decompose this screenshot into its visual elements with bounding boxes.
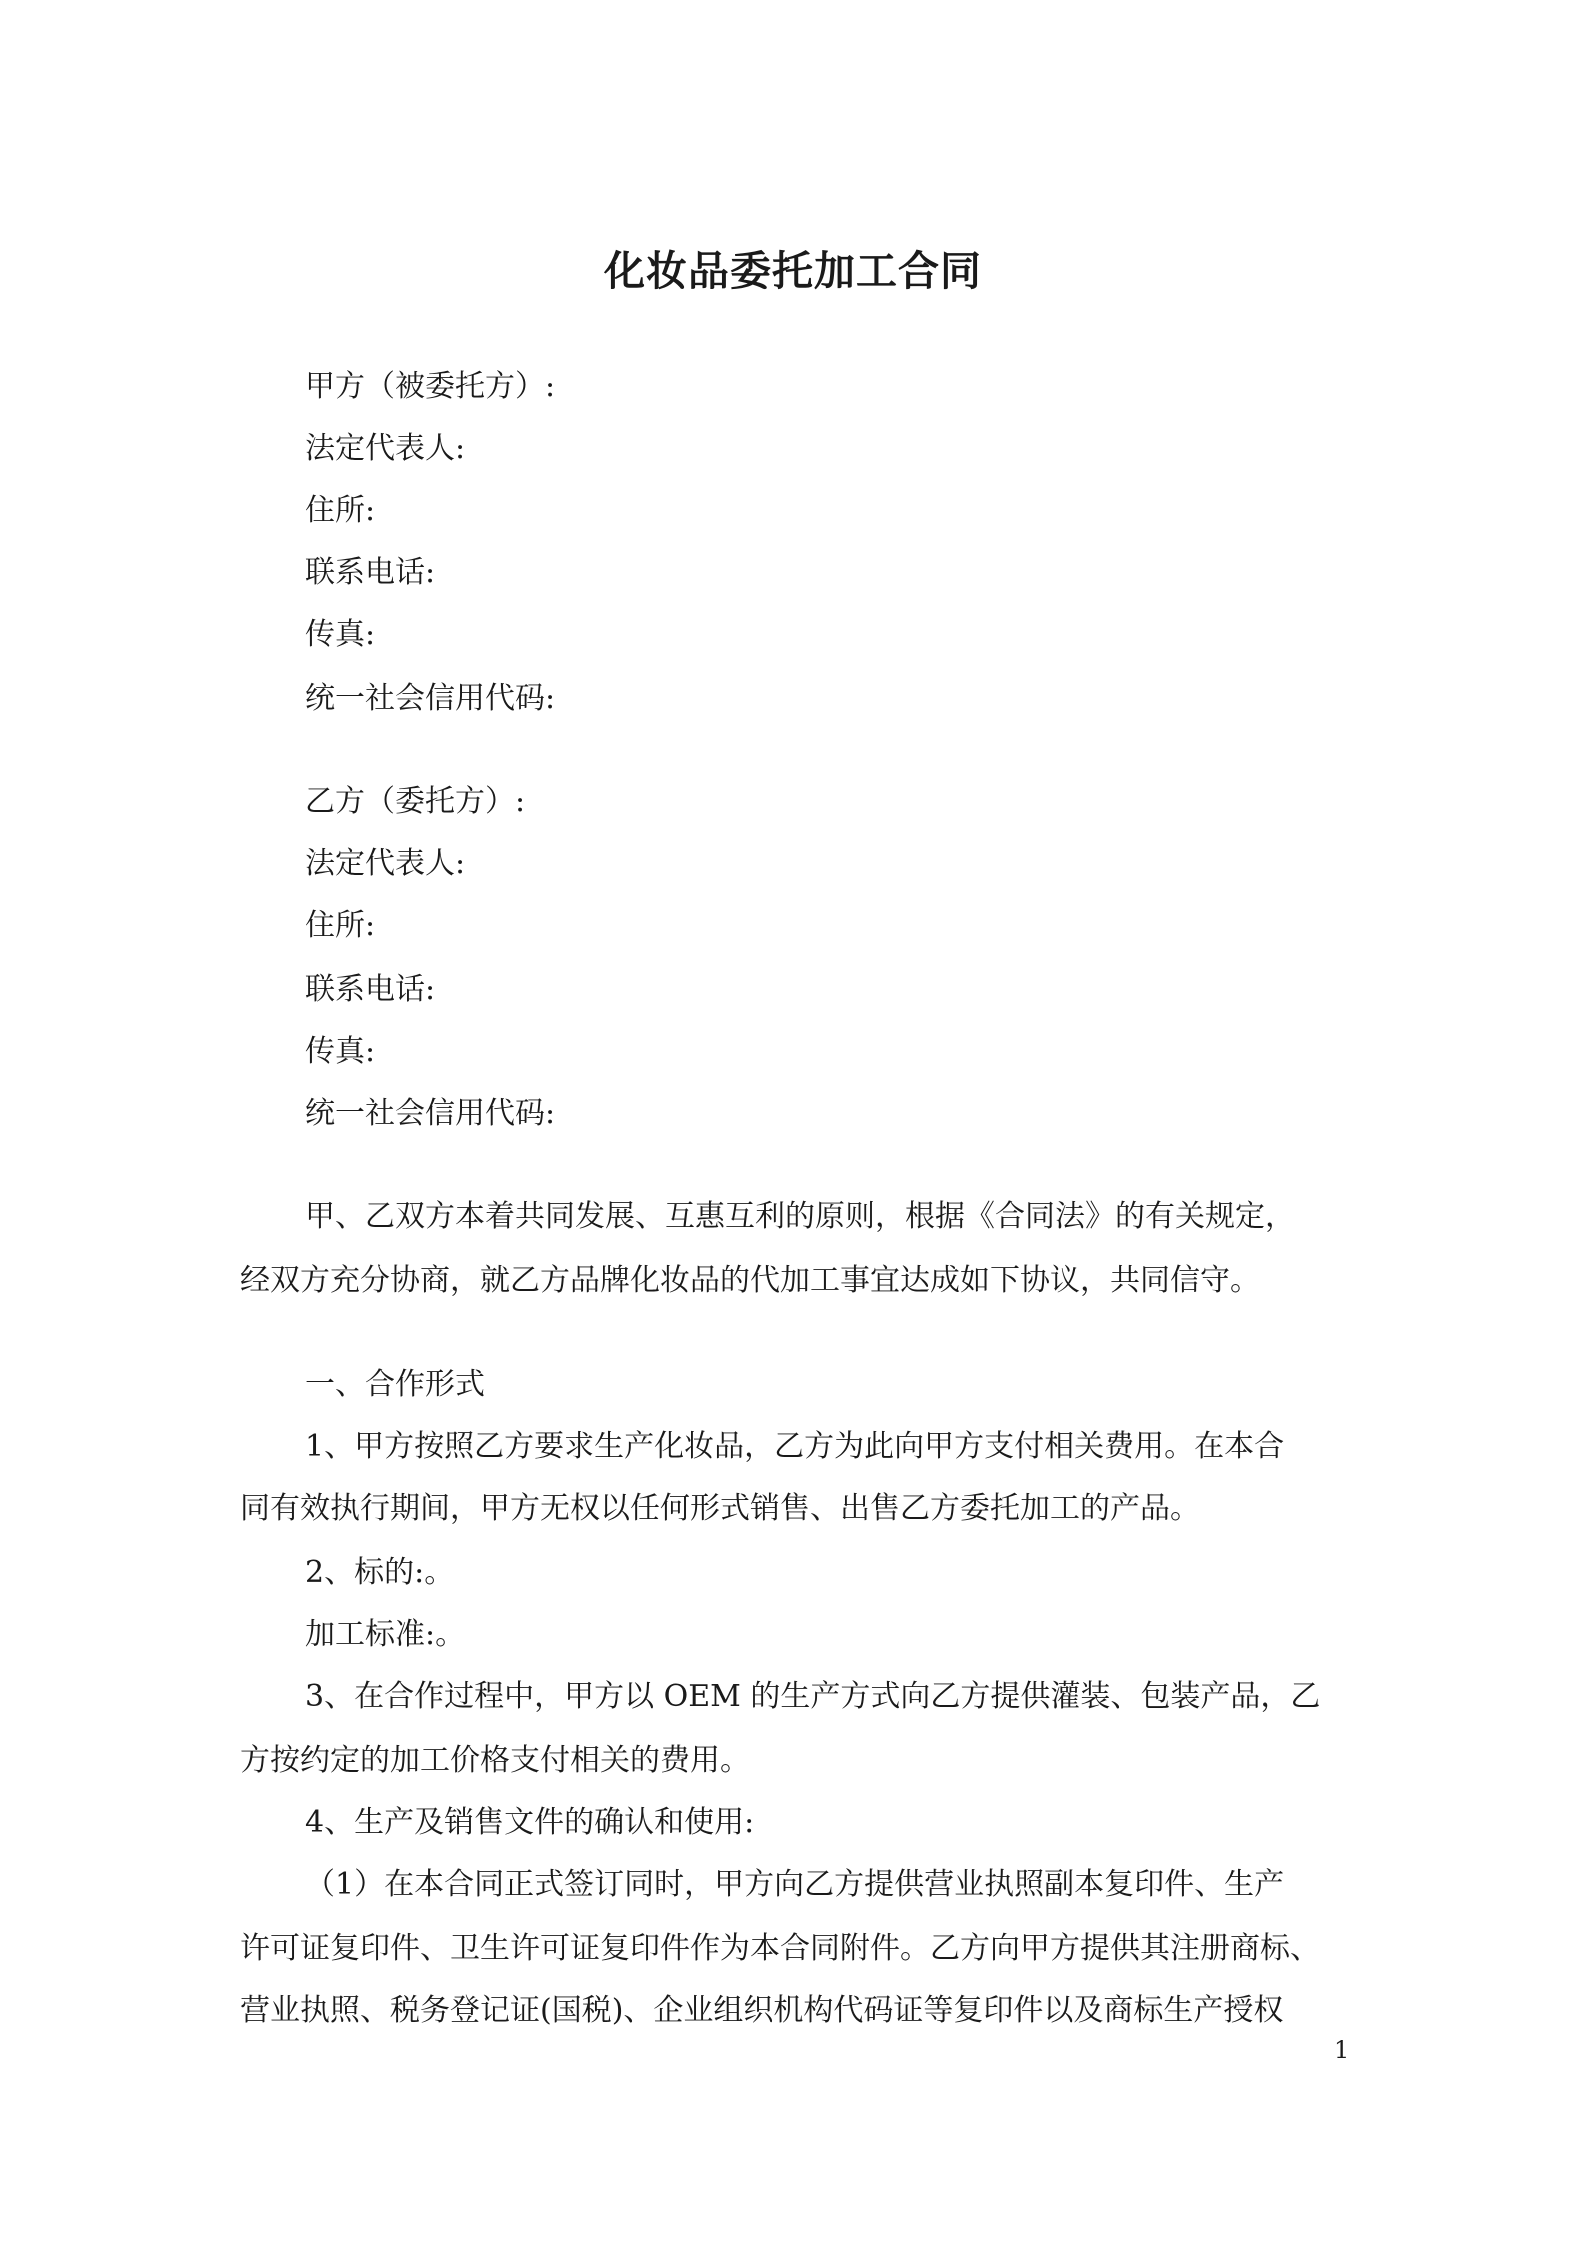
- item-4-sub-1-line-2: 许可证复印件、卫生许可证复印件作为本合同附件。乙方向甲方提供其注册商标、: [240, 1931, 1320, 1966]
- party-b-representative: 法定代表人:: [305, 846, 466, 881]
- party-a-address: 住所:: [305, 493, 376, 528]
- party-b-address: 住所:: [305, 908, 376, 943]
- party-b-phone: 联系电话:: [305, 972, 436, 1007]
- item-4: 4、生产及销售文件的确认和使用:: [305, 1805, 755, 1840]
- item-4-sub-1-line-3: 营业执照、税务登记证(国税)、企业组织机构代码证等复印件以及商标生产授权: [240, 1993, 1284, 2028]
- preamble-line-1: 甲、乙双方本着共同发展、互惠互利的原则，根据《合同法》的有关规定，: [305, 1199, 1295, 1234]
- item-3-line-2: 方按约定的加工价格支付相关的费用。: [240, 1743, 750, 1778]
- party-a-fax: 传真:: [305, 617, 376, 652]
- item-2-standard: 加工标准:。: [305, 1617, 466, 1652]
- item-1-line-1: 1、甲方按照乙方要求生产化妆品，乙方为此向甲方支付相关费用。在本合: [305, 1429, 1285, 1464]
- party-b-credit-code: 统一社会信用代码:: [305, 1096, 556, 1131]
- party-a-phone: 联系电话:: [305, 555, 436, 590]
- item-4-sub-1-line-1: （1）在本合同正式签订同时，甲方向乙方提供营业执照副本复印件、生产: [305, 1867, 1285, 1902]
- party-b-fax: 传真:: [305, 1034, 376, 1069]
- document-title: 化妆品委托加工合同: [604, 247, 982, 295]
- item-1-line-2: 同有效执行期间，甲方无权以任何形式销售、出售乙方委托加工的产品。: [240, 1491, 1200, 1526]
- party-a-heading: 甲方（被委托方）:: [305, 369, 556, 404]
- party-b-heading: 乙方（委托方）:: [305, 784, 526, 819]
- section-1-heading: 一、合作形式: [305, 1367, 485, 1402]
- page-number: 1: [1334, 2036, 1350, 2064]
- item-2: 2、标的:。: [305, 1555, 455, 1590]
- preamble-line-2: 经双方充分协商，就乙方品牌化妆品的代加工事宜达成如下协议，共同信守。: [240, 1263, 1260, 1298]
- item-3-line-1: 3、在合作过程中，甲方以 OEM 的生产方式向乙方提供灌装、包装产品，乙: [305, 1679, 1321, 1714]
- party-a-representative: 法定代表人:: [305, 431, 466, 466]
- party-a-credit-code: 统一社会信用代码:: [305, 681, 556, 716]
